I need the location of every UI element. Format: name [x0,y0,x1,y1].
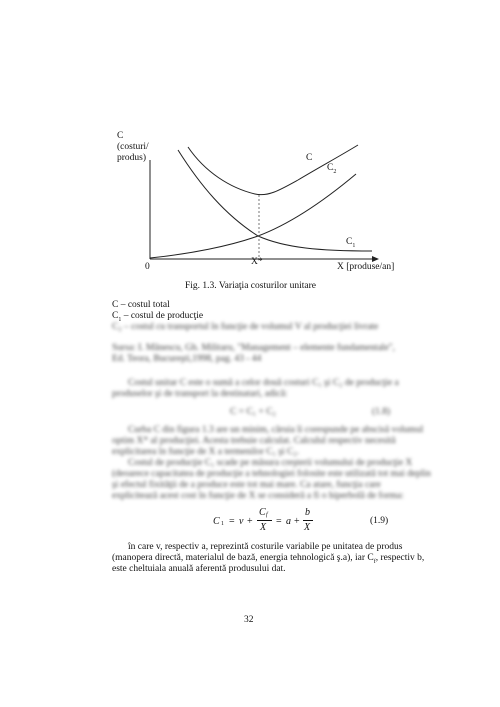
equation-1-8: C = C₁ + C₂ [230,407,276,417]
body-line2: (manopera directă, materialul de bază, energia tehnologică ş.a), iar $C_f$, respectiv b, [112,553,425,565]
paragraph2-line1: Curba C din figura 1.3 are un minim, căruia îi corespunde pe abscisă volumul [128,425,424,435]
legend-line-transport: C₂ – costul cu transportul în funcţie de volumul V al producţiei livrate [112,322,379,332]
paragraph1-line1: Costul unitar C este o sumă a celor două costuri C₁ şi C₂ de producţie a [128,378,399,388]
curve-c2-label: $C_2$ [327,163,337,175]
y-axis-label-line2: (costuri/ [117,142,149,152]
paragraph3-line2: (deoarece capacitatea de producţie a tehnologiei folosite este utilizată tot mai deplin [112,469,431,479]
origin-label: 0 [145,262,150,272]
paragraph2-line3: explicitarea în funcţie de X a termenilor C₁ şi C₂. [112,447,300,457]
x-star-label: X* [251,257,263,267]
curve-c1-production [178,150,372,251]
page-number: 32 [244,615,254,625]
body-line3: este cheltuiala anuală aferentă produsului dat. [112,564,286,574]
legend-line-production: $C_1$ – costul de producţie [112,311,204,323]
x-axis-label: X [produse/an] [337,262,395,272]
curve-c2-transport [150,174,356,258]
curve-c-label: C [306,153,313,163]
paragraph3-line4: explicitează acest cost în funcţie de X se consideră a fi o hiperbolă de forma: [112,491,404,501]
equation-1-9-number: (1.9) [370,516,389,526]
reference-line1: Sursa: I. Mănescu, Gh. Militaru, "Management – elemente fundamentale", [112,343,395,353]
paragraph3-line1: Costul de producţie C₁ scade pe măsura creşterii volumului de producţie X [128,458,413,468]
legend-line-total: C – costul total [112,300,170,310]
y-axis-label-line3: produs) [117,153,147,163]
body-line1: în care v, respectiv a, reprezintă costurile variabile pe unitatea de produs [128,542,403,552]
equation-1-8-number: (1.8) [372,407,391,417]
paragraph3-line3: şi efectul fixităţii de a produce este tot mai mare. Ca atare, funcţia care [112,480,381,490]
paragraph1-line2: produselor şi de transport la destinatari, adică: [112,389,288,399]
figure-caption: Fig. 1.3. Variaţia costurilor unitare [185,281,316,291]
curve-c1-label: $C_1$ [346,237,356,249]
reference-line2: Ed. Teora, Bucureşti,1998, pag. 43 - 44 [112,354,262,364]
y-axis-label-line1: C [117,131,124,141]
paragraph2-line2: optim X* al producţiei. Acesta trebuie calculat. Calculul respectiv necesită [112,436,396,446]
cost-curves-figure [0,0,500,300]
